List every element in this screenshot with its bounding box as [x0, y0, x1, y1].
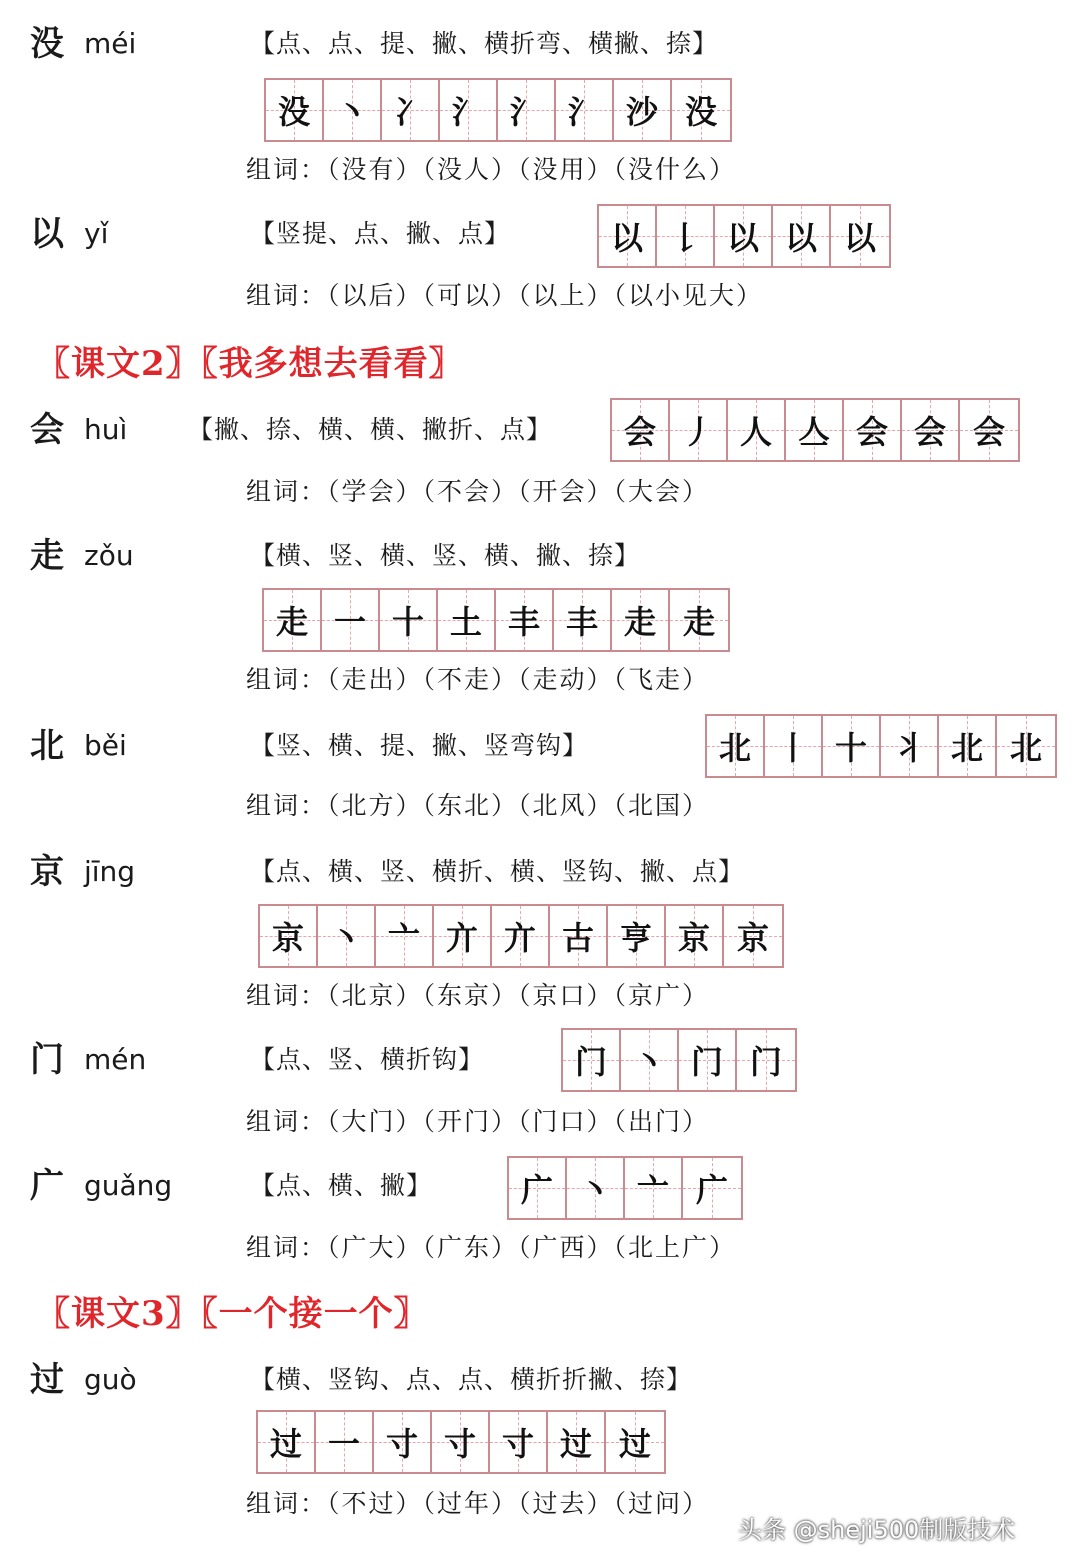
- stroke-cell: [556, 80, 614, 140]
- stroke-glyph: 以: [843, 219, 876, 257]
- stroke-cell: [672, 80, 730, 140]
- stroke-cell: [786, 400, 844, 460]
- stroke-cell: [438, 590, 496, 650]
- stroke-glyph: 会: [623, 413, 656, 451]
- stroke-glyph: 土: [449, 603, 482, 641]
- stroke-glyph: 广: [520, 1171, 553, 1209]
- stroke-glyph: 一: [333, 603, 366, 641]
- stroke-glyph: 丬: [892, 729, 925, 767]
- stroke-cell: [567, 1158, 625, 1218]
- entry-char: 北: [30, 726, 64, 766]
- stroke-cell: [318, 906, 376, 966]
- entry-pinyin: běi: [84, 729, 127, 762]
- stroke-glyph: 丶: [578, 1171, 611, 1209]
- stroke-cell: [440, 80, 498, 140]
- stroke-cell: [382, 80, 440, 140]
- stroke-glyph: 过: [559, 1425, 592, 1463]
- stroke-grid: [705, 714, 1057, 778]
- stroke-glyph: 过: [269, 1425, 302, 1463]
- stroke-glyph: 丶: [335, 93, 368, 131]
- word-examples: 组词：（北京）（东京）（京口）（京广）: [246, 981, 710, 1010]
- stroke-order: 【点、点、提、撇、横折弯、横撇、捺】: [250, 29, 719, 58]
- stroke-cell: [554, 590, 612, 650]
- stroke-cell: [374, 1412, 432, 1472]
- section-heading: 〖课文3〗〖一个接一个〗: [36, 1294, 429, 1334]
- stroke-cell: [625, 1158, 683, 1218]
- stroke-glyph: 门: [749, 1043, 782, 1081]
- word-examples: 组词：（大门）（开门）（门口）（出门）: [246, 1107, 710, 1136]
- stroke-cell: [683, 1158, 741, 1218]
- stroke-grid: [507, 1156, 743, 1220]
- stroke-glyph: 丶: [632, 1043, 665, 1081]
- stroke-glyph: 十: [391, 603, 424, 641]
- stroke-cell: [316, 1412, 374, 1472]
- stroke-cell: [550, 906, 608, 966]
- entry-pinyin: huì: [84, 413, 128, 446]
- stroke-glyph: 丶: [329, 919, 362, 957]
- stroke-cell: [902, 400, 960, 460]
- entry-pinyin: mén: [84, 1043, 147, 1076]
- stroke-cell: [606, 1412, 664, 1472]
- entry-char: 会: [30, 410, 64, 450]
- stroke-glyph: 亠: [387, 919, 420, 957]
- word-examples: 组词：（没有）（没人）（没用）（没什么）: [246, 155, 737, 184]
- stroke-cell: [670, 400, 728, 460]
- stroke-glyph: 京: [736, 919, 769, 957]
- entry-pinyin: guò: [84, 1363, 137, 1396]
- stroke-glyph: 丿: [681, 413, 714, 451]
- stroke-cell: [548, 1412, 606, 1472]
- stroke-glyph: 会: [855, 413, 888, 451]
- stroke-cell: [621, 1030, 679, 1090]
- watermark: 头条 @sheji500制版技术: [738, 1516, 1016, 1544]
- stroke-glyph: 以: [610, 219, 643, 257]
- stroke-cell: [376, 906, 434, 966]
- stroke-glyph: 北: [718, 729, 751, 767]
- stroke-glyph: 人: [739, 413, 772, 451]
- stroke-glyph: 寸: [443, 1425, 476, 1463]
- stroke-glyph: 以: [726, 219, 759, 257]
- stroke-cell: [432, 1412, 490, 1472]
- stroke-cell: [960, 400, 1018, 460]
- stroke-cell: [498, 80, 556, 140]
- stroke-cell: [266, 80, 324, 140]
- stroke-cell: [844, 400, 902, 460]
- stroke-cell: [715, 206, 773, 266]
- stroke-cell: [324, 80, 382, 140]
- stroke-cell: [737, 1030, 795, 1090]
- entry-char: 广: [30, 1166, 64, 1206]
- stroke-cell: [509, 1158, 567, 1218]
- section-heading: 〖课文2〗〖我多想去看看〗: [36, 344, 464, 384]
- stroke-grid: [610, 398, 1020, 462]
- stroke-glyph: 丰: [565, 603, 598, 641]
- stroke-glyph: 京: [271, 919, 304, 957]
- entry-pinyin: jīng: [84, 855, 136, 888]
- word-examples: 组词：（以后）（可以）（以上）（以小见大）: [246, 281, 764, 310]
- stroke-glyph: 北: [1009, 729, 1042, 767]
- stroke-order: 【竖提、点、撇、点】: [250, 219, 511, 248]
- stroke-grid: [561, 1028, 797, 1092]
- stroke-glyph: 氵: [567, 93, 600, 131]
- stroke-glyph: 走: [623, 603, 656, 641]
- stroke-cell: [670, 590, 728, 650]
- stroke-grid: [258, 904, 784, 968]
- stroke-cell: [666, 906, 724, 966]
- stroke-cell: [380, 590, 438, 650]
- word-examples: 组词：（学会）（不会）（开会）（大会）: [246, 477, 710, 506]
- entry-char: 以: [30, 214, 64, 254]
- stroke-order: 【竖、横、提、撇、竖弯钩】: [250, 731, 589, 760]
- stroke-cell: [434, 906, 492, 966]
- stroke-glyph: 门: [574, 1043, 607, 1081]
- stroke-order: 【点、竖、横折钩】: [250, 1045, 485, 1074]
- stroke-cell: [939, 716, 997, 776]
- stroke-glyph: 寸: [385, 1425, 418, 1463]
- stroke-glyph: 氵: [451, 93, 484, 131]
- stroke-glyph: 一: [327, 1425, 360, 1463]
- stroke-order: 【横、竖、横、竖、横、撇、捺】: [250, 541, 641, 570]
- stroke-cell: [496, 590, 554, 650]
- stroke-grid: [597, 204, 891, 268]
- stroke-cell: [881, 716, 939, 776]
- stroke-cell: [614, 80, 672, 140]
- stroke-grid: [264, 78, 732, 142]
- stroke-glyph: 𠄌: [668, 219, 701, 257]
- stroke-glyph: 广: [695, 1171, 728, 1209]
- stroke-glyph: 以: [784, 219, 817, 257]
- stroke-cell: [773, 206, 831, 266]
- stroke-cell: [657, 206, 715, 266]
- stroke-cell: [599, 206, 657, 266]
- entry-pinyin: yǐ: [84, 217, 109, 250]
- stroke-glyph: 寸: [501, 1425, 534, 1463]
- stroke-cell: [724, 906, 782, 966]
- stroke-order: 【点、横、撇】: [250, 1171, 433, 1200]
- stroke-glyph: 亠: [636, 1171, 669, 1209]
- stroke-cell: [823, 716, 881, 776]
- stroke-glyph: 亣: [503, 919, 536, 957]
- stroke-cell: [260, 906, 318, 966]
- stroke-glyph: 北: [950, 729, 983, 767]
- word-examples: 组词：（走出）（不走）（走动）（飞走）: [246, 665, 710, 694]
- entry-pinyin: zǒu: [84, 539, 134, 572]
- stroke-grid: [262, 588, 730, 652]
- word-examples: 组词：（北方）（东北）（北风）（北国）: [246, 791, 710, 820]
- entry-pinyin: méi: [84, 27, 137, 60]
- entry-pinyin: guǎng: [84, 1169, 173, 1202]
- stroke-grid: [256, 1410, 666, 1474]
- stroke-glyph: 冫: [393, 93, 426, 131]
- stroke-glyph: 走: [275, 603, 308, 641]
- stroke-order: 【横、竖钩、点、点、横折折撇、捺】: [250, 1365, 693, 1394]
- entry-char: 过: [30, 1360, 64, 1400]
- stroke-glyph: 京: [677, 919, 710, 957]
- stroke-cell: [707, 716, 765, 776]
- stroke-order: 【撇、捺、横、横、撇折、点】: [188, 415, 553, 444]
- stroke-glyph: 会: [972, 413, 1005, 451]
- stroke-glyph: 十: [834, 729, 867, 767]
- word-examples: 组词：（不过）（过年）（过去）（过问）: [246, 1489, 710, 1518]
- stroke-glyph: 走: [682, 603, 715, 641]
- stroke-glyph: 古: [561, 919, 594, 957]
- stroke-glyph: 亼: [797, 413, 830, 451]
- stroke-order: 【点、横、竖、横折、横、竖钩、撇、点】: [250, 857, 745, 886]
- stroke-cell: [608, 906, 666, 966]
- stroke-cell: [490, 1412, 548, 1472]
- stroke-cell: [258, 1412, 316, 1472]
- stroke-cell: [492, 906, 550, 966]
- stroke-cell: [679, 1030, 737, 1090]
- stroke-glyph: 没: [684, 93, 717, 131]
- entry-char: 走: [30, 536, 64, 576]
- stroke-glyph: 会: [913, 413, 946, 451]
- stroke-glyph: 丨: [776, 729, 809, 767]
- stroke-cell: [765, 716, 823, 776]
- stroke-cell: [728, 400, 786, 460]
- stroke-glyph: 没: [277, 93, 310, 131]
- word-examples: 组词：（广大）（广东）（广西）（北上广）: [246, 1233, 737, 1262]
- entry-char: 门: [30, 1040, 64, 1080]
- stroke-cell: [831, 206, 889, 266]
- stroke-cell: [563, 1030, 621, 1090]
- stroke-cell: [612, 590, 670, 650]
- stroke-cell: [612, 400, 670, 460]
- stroke-glyph: 亨: [619, 919, 652, 957]
- stroke-glyph: 亣: [445, 919, 478, 957]
- stroke-glyph: 氵: [509, 93, 542, 131]
- entry-char: 没: [30, 24, 64, 64]
- stroke-cell: [997, 716, 1055, 776]
- stroke-glyph: 丰: [507, 603, 540, 641]
- stroke-glyph: 过: [618, 1425, 651, 1463]
- stroke-glyph: 门: [690, 1043, 723, 1081]
- stroke-glyph: 沙: [625, 93, 658, 131]
- stroke-cell: [264, 590, 322, 650]
- entry-char: 京: [30, 852, 64, 892]
- stroke-cell: [322, 590, 380, 650]
